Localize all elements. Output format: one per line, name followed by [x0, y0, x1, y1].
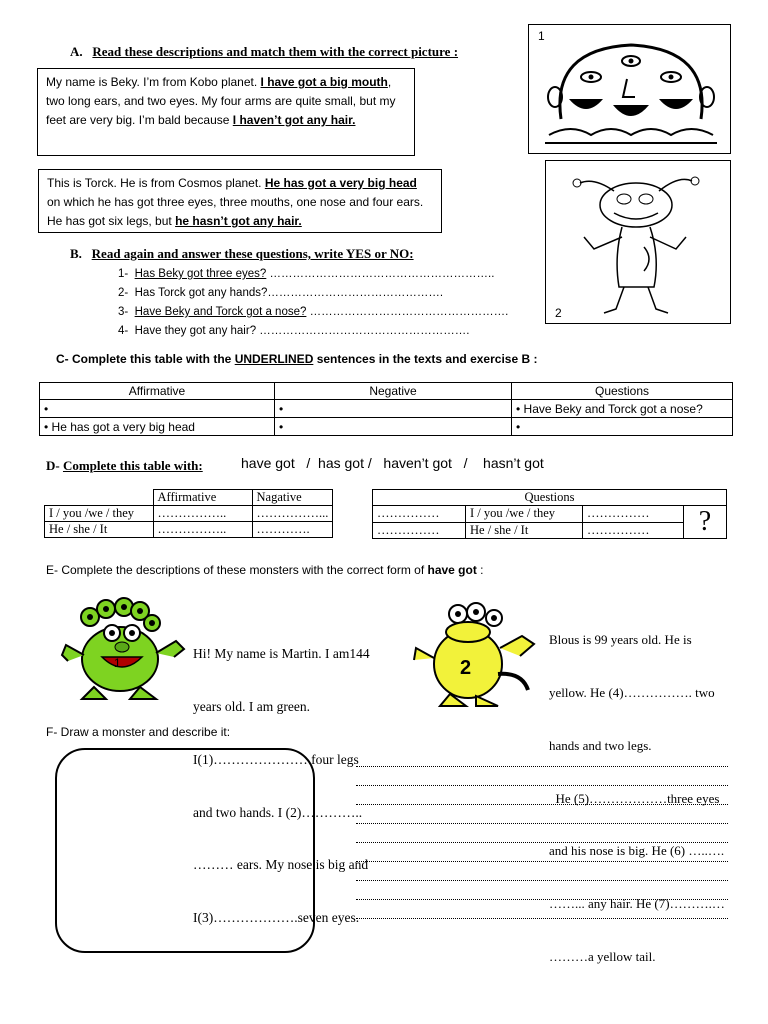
- writing-line[interactable]: [356, 880, 728, 881]
- section-c-heading: [56, 352, 537, 366]
- table-row: [373, 506, 727, 523]
- blous-line[interactable]: He (5)………………three eyes: [549, 790, 720, 806]
- blous-line[interactable]: and his nose is big. He (6) …..….: [549, 843, 725, 859]
- martin-line: Hi! My name is Martin. I am144: [193, 646, 370, 662]
- header-affirmative: Affirmative: [40, 383, 275, 400]
- subject-cell: I / you /we / they: [466, 506, 583, 523]
- torck-description-box: [38, 169, 442, 233]
- question-item: [118, 322, 508, 341]
- section-c-underlined: UNDERLINED: [234, 352, 314, 366]
- section-d-table-2: [372, 489, 727, 539]
- answer-blank[interactable]: …………………………………………….: [306, 306, 509, 318]
- section-c-table: [39, 382, 733, 436]
- question-item: [118, 303, 508, 322]
- section-d-prefix: D-: [46, 458, 63, 473]
- answer-cell[interactable]: ……………...: [252, 506, 333, 522]
- martin-line: years old. I am green.: [193, 698, 310, 714]
- question-number: 2-: [118, 287, 129, 299]
- section-c-text-1: C- Complete this table with the: [56, 352, 235, 366]
- torck-underlined-2: he hasn’t got any hair.: [175, 214, 302, 228]
- big-head-monster-drawing: [541, 39, 721, 149]
- subject-cell: He / she / It: [466, 522, 583, 539]
- question-number: 4-: [118, 325, 129, 337]
- answer-blank[interactable]: …………………………………………………..: [266, 268, 495, 280]
- answer-cell[interactable]: ……………: [373, 522, 466, 539]
- writing-line[interactable]: [356, 804, 728, 805]
- beky-underlined-2: I haven’t got any hair.: [232, 113, 356, 127]
- picture-1-number: 1: [538, 29, 545, 43]
- question-text: Has Torck got any hands?: [134, 287, 268, 299]
- blous-line[interactable]: ……... any hair. He (7)……….…: [549, 896, 725, 912]
- blous-line[interactable]: ………a yellow tail.: [549, 948, 656, 964]
- picture-2-number: 2: [555, 306, 562, 320]
- writing-line[interactable]: [356, 766, 728, 767]
- table-cell[interactable]: •: [512, 418, 733, 436]
- writing-line[interactable]: [356, 823, 728, 824]
- section-b-question-list: [118, 265, 508, 341]
- section-e-text-2: :: [476, 563, 484, 577]
- writing-line[interactable]: [356, 785, 728, 786]
- writing-line[interactable]: [356, 918, 728, 919]
- beky-description-box: [37, 68, 415, 156]
- header-questions: Questions: [373, 490, 727, 506]
- section-a-instruction: Read these descriptions and match them with the correct picture :: [92, 44, 459, 59]
- table-cell: [45, 490, 154, 506]
- answer-blank[interactable]: ……………………………………….: [267, 287, 444, 299]
- beky-text-2: , two long ears, and two eyes. My four arms are quite small, but my feet are very big. I’m bald because: [46, 75, 396, 127]
- section-b-heading: [70, 246, 414, 262]
- table-cell[interactable]: •: [40, 400, 275, 418]
- blous-line[interactable]: yellow. He (4)……………. two: [549, 684, 715, 700]
- header-questions: Questions: [512, 383, 733, 400]
- answer-cell[interactable]: ……………..: [153, 522, 252, 538]
- writing-line[interactable]: [356, 861, 728, 862]
- section-d-table-1: [44, 489, 333, 538]
- question-number: 3-: [118, 306, 129, 318]
- martin-line[interactable]: and two hands. I (2)…………..: [193, 804, 363, 820]
- table-row: [373, 522, 727, 539]
- table-row: [40, 400, 733, 418]
- blous-line: hands and two legs.: [549, 737, 652, 753]
- torck-underlined-1: He has got a very big head: [264, 176, 417, 190]
- table-row: [45, 522, 333, 538]
- question-mark: ?: [684, 506, 727, 539]
- drawing-area[interactable]: [55, 748, 315, 953]
- section-e-heading: [46, 563, 484, 577]
- beky-underlined-1: I have got a big mouth: [260, 75, 388, 89]
- green-monster-martin-drawing: [60, 595, 188, 703]
- table-cell[interactable]: •: [275, 400, 512, 418]
- answer-blank[interactable]: ……………………………………………….: [256, 325, 470, 337]
- yellow-monster-blous-drawing: [410, 600, 540, 710]
- section-a-letter: A.: [70, 44, 83, 59]
- writing-line[interactable]: [356, 899, 728, 900]
- section-f-heading: F- Draw a monster and describe it:: [46, 725, 231, 739]
- question-item: [118, 265, 508, 284]
- subject-cell: I / you /we / they: [45, 506, 154, 522]
- answer-cell[interactable]: ………….: [252, 522, 333, 538]
- blous-description: [549, 596, 725, 983]
- picture-1-frame: [528, 24, 731, 154]
- section-d-instruction: Complete this table with:: [62, 458, 203, 473]
- section-c-text-2: sentences in the texts and exercise B :: [313, 352, 538, 366]
- word-bank: have got / has got / haven’t got / hasn’t got: [241, 455, 544, 471]
- table-row: [40, 418, 733, 436]
- martin-line[interactable]: ……… ears. My nose is big and: [193, 857, 369, 873]
- header-negative: Negative: [275, 383, 512, 400]
- writing-line[interactable]: [356, 842, 728, 843]
- subject-cell: He / she / It: [45, 522, 154, 538]
- blous-line: Blous is 99 years old. He is: [549, 632, 692, 648]
- header-affirmative: Affirmative: [153, 490, 252, 506]
- martin-line[interactable]: I(1)………………… four legs: [193, 751, 359, 767]
- answer-cell[interactable]: ……………..: [153, 506, 252, 522]
- section-e-text-1: E- Complete the descriptions of these monsters with the correct form of: [46, 563, 428, 577]
- section-e-bold: have got: [427, 563, 477, 577]
- section-d-heading: [46, 458, 203, 474]
- section-b-letter: B.: [70, 246, 82, 261]
- torck-text-2: on which he has got three eyes, three mouths, one nose and four ears. He has got six legs, but: [47, 195, 424, 228]
- table-header-row: [45, 490, 333, 506]
- alien-monster-drawing: [564, 167, 714, 317]
- answer-cell[interactable]: ……………: [583, 506, 684, 523]
- martin-number: 1: [114, 656, 121, 670]
- table-cell[interactable]: • Have Beky and Torck got a nose?: [512, 400, 733, 418]
- table-header-row: [373, 490, 727, 506]
- torck-text-1: This is Torck. He is from Cosmos planet.: [47, 176, 265, 190]
- table-cell[interactable]: • He has got a very big head: [40, 418, 275, 436]
- question-text: Have Beky and Torck got a nose?: [134, 306, 307, 318]
- table-cell[interactable]: •: [275, 418, 512, 436]
- question-item: [118, 284, 508, 303]
- blous-number: 2: [460, 657, 472, 679]
- section-a-heading: [70, 44, 458, 60]
- question-number: 1-: [118, 268, 129, 280]
- table-row: [45, 506, 333, 522]
- beky-text-1: My name is Beky. I’m from Kobo planet.: [46, 75, 261, 89]
- question-text: Have they got any hair?: [134, 325, 257, 337]
- answer-cell[interactable]: ……………: [583, 522, 684, 539]
- table-header-row: [40, 383, 733, 400]
- section-b-instruction: Read again and answer these questions, write YES or NO:: [91, 246, 414, 261]
- picture-2-frame: [545, 160, 731, 324]
- answer-cell[interactable]: ……………: [373, 506, 466, 523]
- question-text: Has Beky got three eyes?: [134, 268, 267, 280]
- header-negative: Nagative: [252, 490, 333, 506]
- martin-line[interactable]: I(3)……………….seven eyes.: [193, 910, 360, 926]
